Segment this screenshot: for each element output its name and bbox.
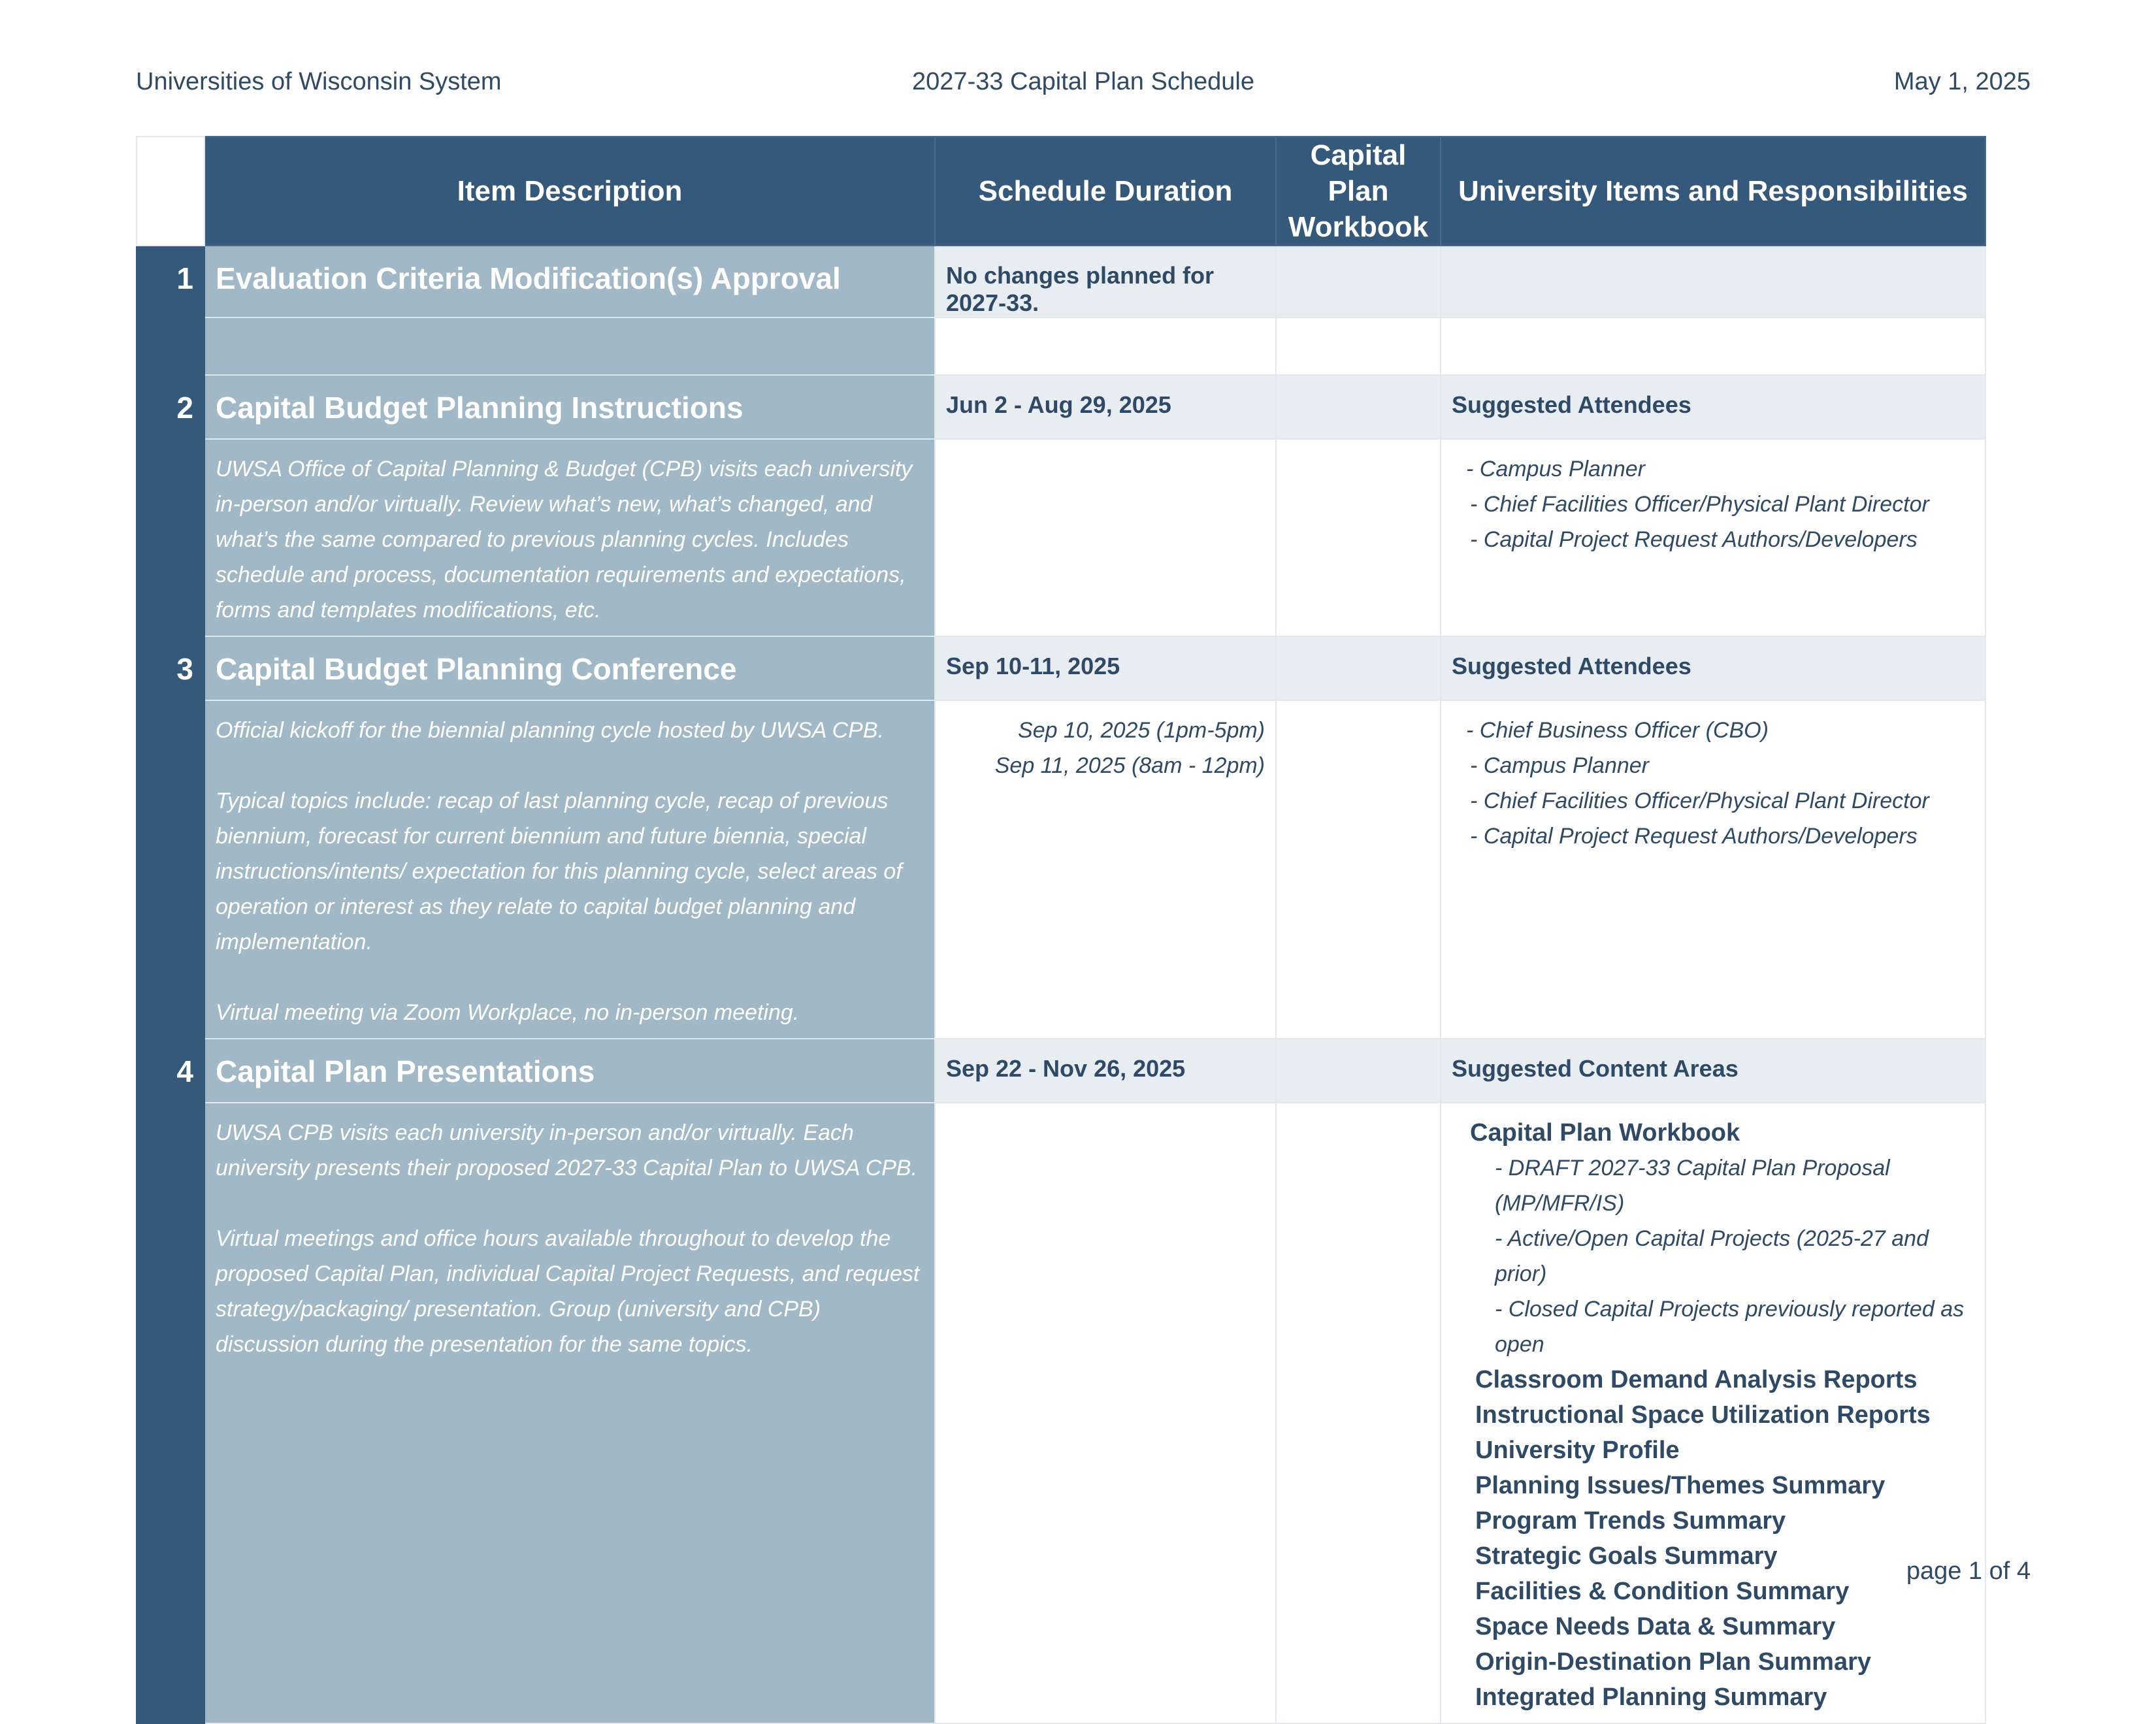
- list-item: - Chief Business Officer (CBO): [1466, 718, 1769, 743]
- list-item: - DRAFT 2027-33 Capital Plan Proposal (MP/MFR/IS): [1495, 1156, 1890, 1216]
- table-header-row: [137, 137, 1985, 246]
- description-paragraph: Virtual meeting via Zoom Workplace, no in-person meeting.: [216, 1000, 800, 1025]
- header-capital-plan-workbook: Capital Plan Workbook: [1276, 137, 1441, 246]
- table-row: [137, 439, 1985, 636]
- content-area-list: [1441, 1103, 1985, 1723]
- list-item: Space Needs Data & Summary: [1475, 1613, 1836, 1640]
- table-row: [137, 1039, 1985, 1103]
- list-item: - Chief Facilities Officer/Physical Plant Director: [1470, 789, 1929, 813]
- schedule-table: [136, 136, 1986, 1724]
- attendee-list: [1441, 700, 1985, 1039]
- item-description: [204, 700, 935, 1039]
- table-row: [137, 317, 1985, 375]
- session-time: Sep 10, 2025 (1pm-5pm): [1018, 718, 1265, 743]
- organization-name: Universities of Wisconsin System: [136, 68, 502, 95]
- header-blank-cell: [137, 137, 204, 246]
- description-paragraph: UWSA Office of Capital Planning & Budget (CPB) visits each university in-person and/or virtually. Review what’s new, what’s changed, and what’s the same compared to previous planning cycles. Includes schedule and process, documentation requirements and expectations, forms and templates modifications, etc.: [216, 457, 913, 623]
- item-title: Capital Plan Presentations: [204, 1039, 935, 1103]
- page-number: page 1 of 4: [1906, 1557, 2031, 1585]
- description-paragraph: Official kickoff for the biennial planning cycle hosted by UWSA CPB.: [216, 718, 884, 743]
- item-schedule: Jun 2 - Aug 29, 2025: [935, 375, 1276, 439]
- list-item: Planning Issues/Themes Summary: [1475, 1472, 1886, 1499]
- list-item: Instructional Space Utilization Reports: [1475, 1401, 1931, 1429]
- description-paragraph: UWSA CPB visits each university in-person and/or virtually. Each university presents their proposed 2027-33 Capital Plan to UWSA CPB.: [216, 1120, 918, 1180]
- item-number: 4: [137, 1039, 204, 1103]
- table-row: [137, 375, 1985, 439]
- item-responsibilities-heading: Suggested Attendees: [1441, 636, 1985, 700]
- attendee-list: [1441, 439, 1985, 636]
- description-paragraph: Virtual meetings and office hours available throughout to develop the proposed Capital Plan, individual Capital Project Requests, and request strategy/packaging/ presentation. Group (university and CPB) discussion during the presentation for the same topics.: [216, 1226, 920, 1357]
- item-responsibilities-heading: [1441, 246, 1985, 317]
- item-number: 3: [137, 636, 204, 700]
- item-workbook: [1276, 1039, 1441, 1103]
- document-date: May 1, 2025: [1893, 68, 2031, 95]
- table-row: [137, 246, 1985, 317]
- session-times: [935, 700, 1276, 1039]
- document-title: 2027-33 Capital Plan Schedule: [912, 68, 1254, 95]
- page-header: [136, 68, 2031, 107]
- item-responsibilities-heading: Suggested Attendees: [1441, 375, 1985, 439]
- list-item: - Capital Project Request Authors/Developers: [1470, 527, 1918, 552]
- item-workbook: [1276, 636, 1441, 700]
- list-item: Classroom Demand Analysis Reports: [1475, 1366, 1918, 1393]
- list-item: - Active/Open Capital Projects (2025-27 and prior): [1495, 1226, 1929, 1286]
- list-item: Integrated Planning Summary: [1475, 1683, 1827, 1711]
- list-item: - Closed Capital Projects previously reported as open: [1495, 1297, 1965, 1357]
- item-number: 2: [137, 375, 204, 439]
- workbook-heading: Capital Plan Workbook: [1470, 1119, 1740, 1147]
- list-item: Origin-Destination Plan Summary: [1475, 1648, 1871, 1676]
- item-workbook: [1276, 375, 1441, 439]
- list-item: - Campus Planner: [1470, 753, 1650, 778]
- list-item: Facilities & Condition Summary: [1475, 1578, 1850, 1605]
- item-schedule: No changes planned for 2027-33.: [935, 246, 1276, 317]
- list-item: - Capital Project Request Authors/Developers: [1470, 824, 1918, 849]
- item-workbook: [1276, 246, 1441, 317]
- list-item: - Chief Facilities Officer/Physical Plant Director: [1470, 492, 1929, 517]
- header-schedule-duration: Schedule Duration: [935, 137, 1276, 246]
- session-time: Sep 11, 2025 (8am - 12pm): [994, 753, 1265, 778]
- item-description: [204, 1103, 935, 1723]
- list-item: Program Trends Summary: [1475, 1507, 1786, 1535]
- item-title: Evaluation Criteria Modification(s) Approval: [204, 246, 935, 317]
- table-row: [137, 700, 1985, 1039]
- item-number: 1: [137, 246, 204, 317]
- list-item: University Profile: [1475, 1437, 1680, 1464]
- list-item: Strategic Goals Summary: [1475, 1542, 1778, 1570]
- item-title: Capital Budget Planning Conference: [204, 636, 935, 700]
- header-university-items: University Items and Responsibilities: [1441, 137, 1985, 246]
- item-description: [204, 439, 935, 636]
- item-description: [204, 317, 935, 375]
- table-row: [137, 636, 1985, 700]
- list-item: - Campus Planner: [1466, 457, 1646, 481]
- item-responsibilities-heading: Suggested Content Areas: [1441, 1039, 1985, 1103]
- item-title: Capital Budget Planning Instructions: [204, 375, 935, 439]
- item-schedule: Sep 22 - Nov 26, 2025: [935, 1039, 1276, 1103]
- table-row: [137, 1103, 1985, 1723]
- item-schedule: Sep 10-11, 2025: [935, 636, 1276, 700]
- description-paragraph: Typical topics include: recap of last planning cycle, recap of previous biennium, forecast for current biennium and future biennia, special instructions/intents/ expectation for this planning cycle, select areas of operation or interest as they relate to capital budget planning and implementation.: [216, 789, 902, 954]
- header-item-description: Item Description: [204, 137, 935, 246]
